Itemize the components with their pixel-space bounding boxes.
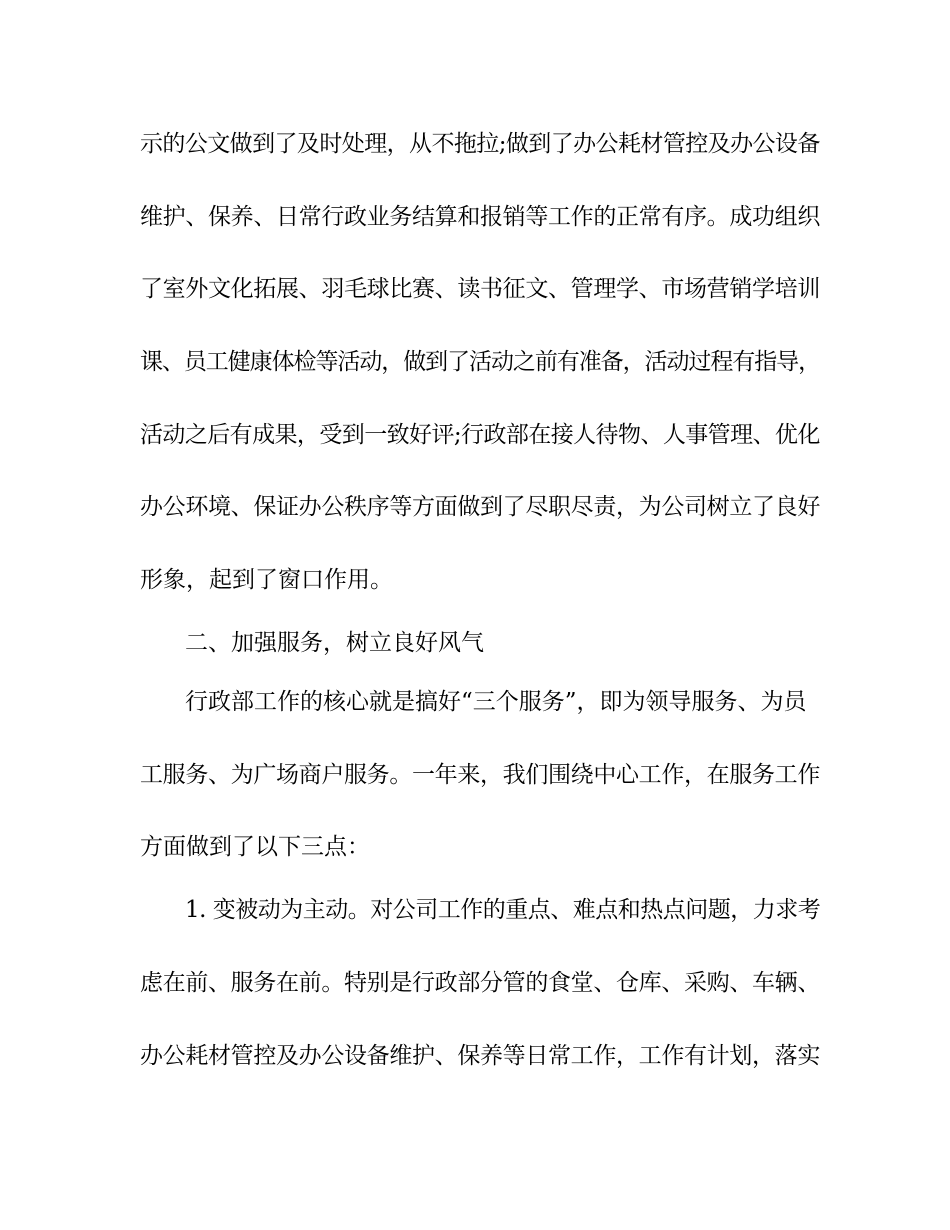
paragraph-line: 维护、保养、日常行政业务结算和报销等工作的正常有序。成功组织	[140, 204, 821, 230]
paragraph-line: 方面做到了以下三点：	[140, 834, 370, 860]
paragraph-line: 虑在前、服务在前。特别是行政部分管的食堂、仓库、采购、车辆、	[140, 970, 821, 996]
paragraph-line: 示的公文做到了及时处理，从不拖拉;做到了办公耗材管控及办公设备	[140, 131, 820, 157]
paragraph-line: 了室外文化拓展、羽毛球比赛、读书征文、管理学、市场营销学培训	[140, 276, 821, 302]
paragraph-line: 工服务、为广场商户服务。一年来，我们围绕中心工作，在服务工作	[140, 762, 821, 788]
list-item: 1. 变被动为主动。对公司工作的重点、难点和热点问题，力求考	[185, 897, 821, 923]
paragraph-line: 课、员工健康体检等活动，做到了活动之前有准备，活动过程有指导，	[140, 349, 821, 375]
paragraph-line: 形象，起到了窗口作用。	[140, 567, 393, 593]
paragraph-line: 办公环境、保证办公秩序等方面做到了尽职尽责，为公司树立了良好	[140, 494, 821, 520]
section-heading: 二、加强服务，树立良好风气	[185, 630, 484, 656]
paragraph-line: 活动之后有成果，受到一致好评;行政部在接人待物、人事管理、优化	[140, 422, 820, 448]
paragraph-line: 行政部工作的核心就是搞好“三个服务”，即为领导服务、为员	[185, 689, 807, 715]
paragraph-line: 办公耗材管控及办公设备维护、保养等日常工作，工作有计划，落实	[140, 1043, 821, 1069]
